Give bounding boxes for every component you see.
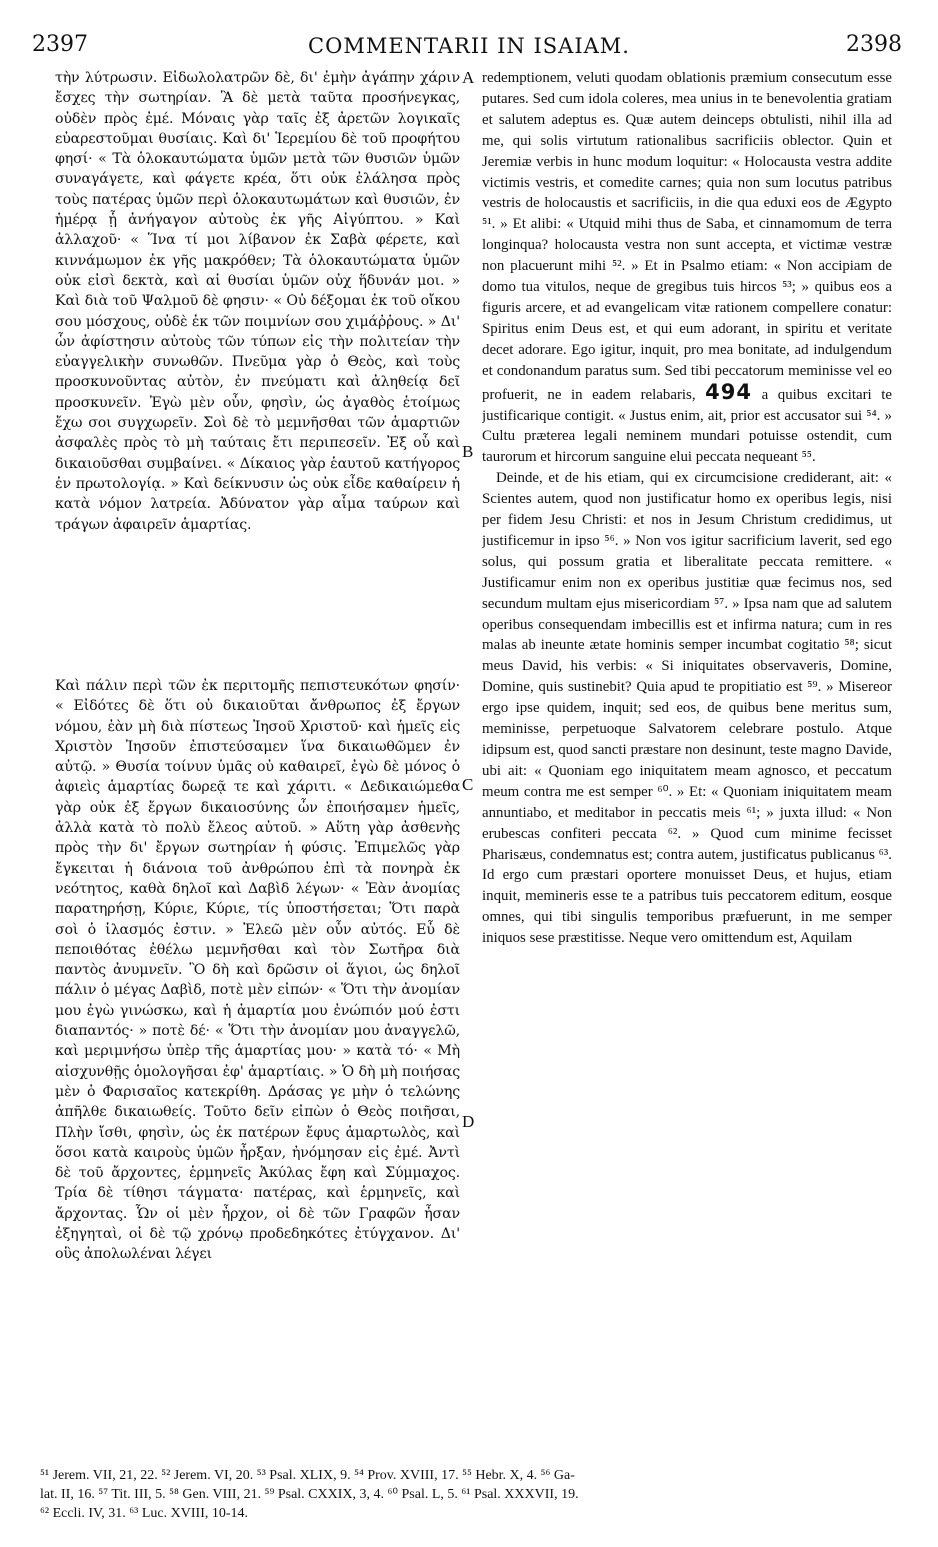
greek-paragraph-2: Καὶ πάλιν περὶ τῶν ἐκ περιτομῆς πεπιστευκότων φησίν· « Εἰδότες δὲ ὅτι οὐ δικαιοῦται ἄνθρωπος ἐξ ἔργων νόμου, ἐὰν μὴ διὰ πίστεως Ἰησοῦ Χριστοῦ· καὶ ἡμεῖς εἰς Χριστὸν Ἰησοῦν ἐπιστεύσαμεν ἵνα δικαιωθῶμεν ἐν αὐτῷ. » Θυσία τοίνυν ὑμᾶς οὐ καθαιρεῖ, ἐγὼ δὲ μόνος ὁ ἀφιεὶς ἁμαρτίας δωρεᾷ τε καὶ χάριτι. « Δεδικαιώμεθα γὰρ οὐκ ἐξ ἔργων δικαιοσύνης ὧν ἐποιήσαμεν ἡμεῖς, ἀλλὰ κατὰ τὸ πολὺ ἔλεος αὐτοῦ. » Αὕτη γὰρ ἀσθενὴς πρὸς τὴν δι' ἔργων σωτηρίαν ἡ φύσις. Ἐπιμελῶς γὰρ ἔγκειται ἡ διάνοια τοῦ ἀνθρώπου ἐπὶ τὰ πονηρὰ ἐκ νεότητος, καθὰ δηλοῖ καὶ Δαβὶδ λέγων· « Ἐὰν ἀνομίας παρατηρήσῃ, Κύριε, Κύριε, τίς ὑποστήσεται; Ὅτι παρὰ σοὶ ὁ ἱλασμός ἐστιν. » Ἐλεῶ μὲν οὖν αὐτός. Εὖ δὲ πεποιθότας ἐθέλω μεμνῆσθαι καὶ τὸν Σωτῆρα διὰ παντὸς ἀνυμνεῖν. Ὃ δὴ καὶ δρῶσιν οἱ ἅγιοι, ὡς δηλοῖ πάλιν ὁ μέγας Δαβὶδ, ποτὲ μὲν εἰπών· « Ὅτι τὴν ἀνομίαν μου ἐγὼ γινώσκω, καὶ ἡ ἁμαρτία μου ἐνώπιόν μού ἐστι διαπαντός· » ποτὲ δέ· « Ὅτι τὴν ἀνομίαν μου ἀναγγελῶ, καὶ μεριμνήσω ὑπὲρ τῆς ἁμαρτίας μου· » κατὰ τό· « Μὴ αἰσχυνθῇς ὁμολογῆσαι ἐφ' ἁμαρτίαις. » Ὁ δὴ μὴ ποιήσας μὲν ὁ Φαρισαῖος κατεκρίθη. Δράσας γε μὴν ὁ τελώνης ἀπῆλθε δικαιωθείς. Τοῦτο δεῖν εἰπὼν ὁ Θεὸς ποιῆσαι, Πλὴν ἴσθι, φησὶν, ὡς ἐκ πατέρων ἔφυς ἁμαρτωλὸς, καὶ ὅσοι κατὰ καιροὺς ὑμῶν ἦρξαν, ἠνόμησαν εἰς ἐμέ. Ἀντὶ δὲ τοῦ ἄρχοντες, ἑρμηνεῖς Ἀκύλας ἔφη καὶ Σύμμαχος. Τρία δὲ τίθησι τάγματα· πατέρας, καὶ ἑρμηνεῖς, καὶ ἄρχοντας. Ὧν οἱ μὲν ἦρχον, οἱ δὲ τῶν Γραφῶν ἦσαν ἐξηγηταὶ, οἱ δὲ τῷ χρόνῳ προδεδηκότες ἐτύγχανον. Δι' οὓς ἀπολωλέναι λέγει xyxy=(55,678,460,1263)
margin-marker-c: C xyxy=(462,775,474,794)
footnote-line-3: ⁶² Eccli. IV, 31. ⁶³ Luc. XVIII, 10-14. xyxy=(40,1506,249,1521)
latin-paragraph-2: Deinde, et de his etiam, qui ex circumcisione crediderant, ait: « Scientes autem, quod non justificatur homo ex operibus legis, nisi per fidem Jesu Christi: et nos in Jesum Christum credidimus, ut justificemur in ipso ⁵⁶. » Non vos igitur sacrificium laverit, sed ego solus, qui possum gratia et liberalitate peccata remittere. « Justificamur enim non ex operibus justitiæ quæ fecimus nos, sed secundum multam ejus misericordiam ⁵⁷. » Ipsa nam que ad salutem operibus consequendam imbecillis est et infirma natura; cum in res malas ab ineunte ætate hominis semper incumbat cogitatio ⁵⁸; sicut meus David, his verbis: « Si iniquitates observaveris, Domine, Domine, quis sustinebit? Quia apud te propitiatio est ⁵⁹. » Misereor ergo ipse quidem, inquit; sed eos, de quibus bene meritus sum, meminisse, perpetuoque Salvatorem celebrare postulo. Atque idipsum est, quod sancti præstare non desinunt, teste magno Davide, ubi ait: « Quoniam ego iniquitatem meam agnosco, et peccatum meum contra me est semper ⁶⁰. » Et: « Quoniam iniquitatem meam annuntiabo, et meditabor in peccatis meis ⁶¹; » juxta illud: « Non erubescas confiteri peccata ⁶². » Quod cum minime fecisset Pharisæus, condemnatus est; contra autem, justificatus publicanus ⁶³. Id ergo cum præstari oportere monuisset Deus, et hujus, etiam inquit, memineris esse te a patribus tuis peccatorem editum, eosque omnes, qui tibi singulis temporibus præfuerunt, in me semper iniquos sese præstitisse. Neque vero omittendum est, Aquilam xyxy=(482,470,892,947)
page-number-left: 2397 xyxy=(32,32,88,57)
margin-marker-a: A xyxy=(462,68,475,87)
latin-paragraph-1-b: a quibus excitari te justificarique contigit. « Justus enim, ait, prior est accusator sui ⁵⁴. » Cultu præterea legali neminem mundari potuisse ostendit, cum taurorum et hircorum sanguine elui peccata nequeant ⁵⁵. xyxy=(482,386,892,466)
page-number-right: 2398 xyxy=(846,32,902,57)
page-header xyxy=(0,0,938,60)
column-number: 494 xyxy=(705,379,752,404)
greek-column xyxy=(55,68,460,1265)
margin-marker-d: D xyxy=(462,1112,475,1131)
greek-paragraph-1: τὴν λύτρωσιν. Εἰδωλολατρῶν δὲ, δι' ἐμὴν ἀγάπην χάριν ἔσχες τὴν σωτηρίαν. Ἃ δὲ μετὰ ταῦτα προσήνεγκας, οὐδὲν πρὸς ἐμέ. Μόναις γὰρ ταῖς ἐξ ἀρετῶν λογικαῖς εὐαρεστοῦμαι θυσίαις. Καὶ δι' Ἱερεμίου δὲ τοῦ προφήτου φησί· « Τὰ ὁλοκαυτώματα ὑμῶν μετὰ τῶν θυσιῶν ὑμῶν συναγάγετε, καὶ φάγετε κρέα, ὅτι οὐκ ἐλάλησα πρὸς τοὺς πατέρας ὑμῶν περὶ ὁλοκαυτωμάτων καὶ θυσιῶν, ἐν ἡμέρᾳ ᾗ ἀνήγαγον αὐτοὺς ἐκ γῆς Αἰγύπτου. » Καὶ ἀλλαχοῦ· « Ἵνα τί μοι λίβανον ἐκ Σαβὰ φέρετε, καὶ κιννάμωμον ἐκ γῆς μακρόθεν; Τὰ ὁλοκαυτώματα ὑμῶν οὐκ εἰσὶ δεκτὰ, καὶ αἱ θυσίαι ὑμῶν οὐχ ἥδυνάν μοι. » Καὶ διὰ τοῦ Ψαλμοῦ δὲ φησιν· « Οὐ δέξομαι ἐκ τοῦ οἴκου σου μόσχους, οὐδὲ ἐκ τῶν ποιμνίων σου χιμάῤῥους. » Δι' ὧν ἀφίστησιν αὐτοὺς τῶν τύπων εἰς τὴν πολιτείαν τὴν εὐαγγελικὴν συνωθῶν. Πνεῦμα γὰρ ὁ Θεὸς, καὶ τοὺς προσκυνοῦντας αὐτὸν, ἐν πνεύματι καὶ ἀληθείᾳ δεῖ προσκυνεῖν. Ἐγὼ μὲν οὖν, φησὶν, ὡς ἀγαθὸς ἑτοίμως ἔχω σοι συγχωρεῖν. Σοὶ δὲ τὸ μεμνῆσθαι τῶν ἁμαρτιῶν ἀσφαλὲς πρὸς τὸ μὴ ταύταις ἔτι περιπεσεῖν. Ἐξ οὗ καὶ δικαιοῦσθαι συμβαίνει. « Δίκαιος γὰρ ἑαυτοῦ κατήγορος ἐν πρωτολογίᾳ. » Καὶ δείκνυσιν ὡς οὐκ εἶδε καθαίρειν ἡ κατὰ νόμον λατρεία. Ἀδύνατον γὰρ αἷμα ταύρων καὶ τράγων ἀφαιρεῖν ἁμαρτίας. xyxy=(55,70,460,533)
footnote-line-2: lat. II, 16. ⁵⁷ Tit. III, 5. ⁵⁸ Gen. VIII, 21. ⁵⁹ Psal. CXXIX, 3, 4. ⁶⁰ Psal. L, 5. ⁶¹ Psal. XXXVII, 19. xyxy=(40,1487,579,1502)
footnote-line-1: ⁵¹ Jerem. VII, 21, 22. ⁵² Jerem. VI, 20. ⁵³ Psal. XLIX, 9. ⁵⁴ Prov. XVIII, 17. ⁵⁵ Hebr. X, 4. ⁵⁶ Ga- xyxy=(40,1468,575,1483)
latin-paragraph-1-a: redemptionem, veluti quodam oblationis præmium consecutum esse putares. Sed cum idola coleres, mea unius in te benevolentia gratiam et salutem adeptus es. Quæ autem deinceps obtulisti, nihil illa ad me, qui solis virtutum rationalibus sacrificiis oblector. Quin et Jeremiæ verbis in hunc modum loquitur: « Holocausta vestra addite victimis vestris, et comedite carnes; quia non sum locutus patribus vestris de holocaustis et sacrificiis, in die qua eduxi eos de Ægypto ⁵¹. » Et alibi: « Utquid mihi thus de Saba, et cinnamomum de terra longinqua? holocausta vestra non sunt accepta, et victimæ vestræ non placuerunt mihi ⁵². » Et in Psalmo etiam: « Non accipiam de domo tua vitulos, neque de gregibus tuis hircos ⁵³; » quibus eos a figuris arcere, et ad evangelicam vitæ rationem compellere conatur: Spiritus enim Deus est, et qui eum adorant, in spiritu et veritate decet adorare. Ego igitur, inquit, pro mea bonitate, ad indulgendum et condonandum paratus sum. Sed tibi peccatorum meminisse vel eo profuerit, ne in eadem relabaris, xyxy=(482,70,892,403)
running-title: COMMENTARII IN ISAIAM. xyxy=(308,34,630,58)
latin-paragraph-1 xyxy=(482,68,892,468)
latin-column xyxy=(482,68,892,949)
margin-marker-b: B xyxy=(462,442,474,461)
footnotes xyxy=(40,1466,910,1523)
